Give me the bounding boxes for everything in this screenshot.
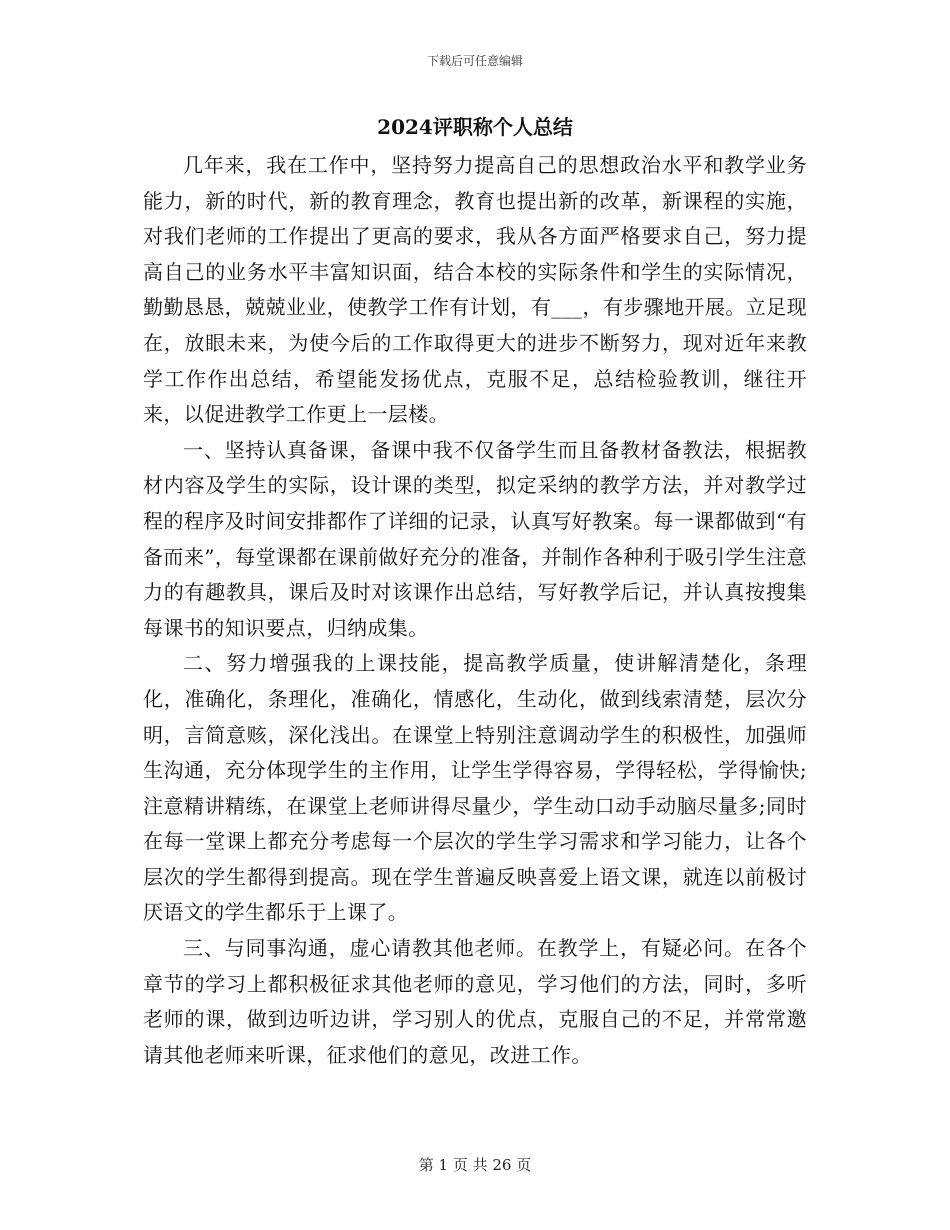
paragraph-section-1: 一、坚持认真备课，备课中我不仅备学生而且备教材备教法，根据教材内容及学生的实际，设计课的类型，拟定采纳的教学方法，并对教学过程的程序及时间安排都作了详细的记录，认真写好教案。每一课都做到“有备而来”，每堂课都在课前做好充分的准备，并制作各种利于吸引学生注意力的有趣教具，课后及时对该课作出总结，写好教学后记，并认真按搜集每课书的知识要点，归纳成集。 — [143, 437, 807, 640]
page-header: 下载后可任意编辑 — [426, 54, 523, 68]
document-title: 2024评职称个人总结 — [377, 115, 573, 139]
paragraph-section-3: 三、与同事沟通，虚心请教其他老师。在教学上，有疑必问。在各个章节的学习上都积极征求其他老师的意见，学习他们的方法，同时，多听老师的课，做到边听边讲，学习别人的优点，克服自己的不足，并常常邀请其他老师来听课，征求他们的意见，改进工作。 — [143, 936, 807, 1067]
paragraph-intro: 几年来，我在工作中，坚持努力提高自己的思想政治水平和教学业务能力，新的时代，新的教育理念，教育也提出新的改革，新课程的实施，对我们老师的工作提出了更高的要求，我从各方面严格要求自己，努力提高自己的业务水平丰富知识面，结合本校的实际条件和学生的实际情况，勤勤恳恳，兢兢业业，使教学工作有计划，有___，有步骤地开展。立足现在，放眼未来，为使今后的工作取得更大的进步不断努力，现对近年来教学工作作出总结，希望能发扬优点，克服不足，总结检验教训，继往开来，以促进教学工作更上一层楼。 — [143, 153, 807, 427]
document-body — [143, 148, 807, 1073]
paragraph-section-2: 二、努力增强我的上课技能，提高教学质量，使讲解清楚化，条理化，准确化，条理化，准确化，情感化，生动化，做到线索清楚，层次分明，言简意赅，深化浅出。在课堂上特别注意调动学生的积极性，加强师生沟通，充分体现学生的主作用，让学生学得容易，学得轻松，学得愉快;注意精讲精练，在课堂上老师讲得尽量少，学生动口动手动脑尽量多;同时在每一堂课上都充分考虑每一个层次的学生学习需求和学习能力，让各个层次的学生都得到提高。现在学生普遍反映喜爱上语文课，就连以前极讨厌语文的学生都乐于上课了。 — [143, 651, 807, 925]
page-number: 第 1 页 共 26 页 — [418, 1156, 532, 1174]
